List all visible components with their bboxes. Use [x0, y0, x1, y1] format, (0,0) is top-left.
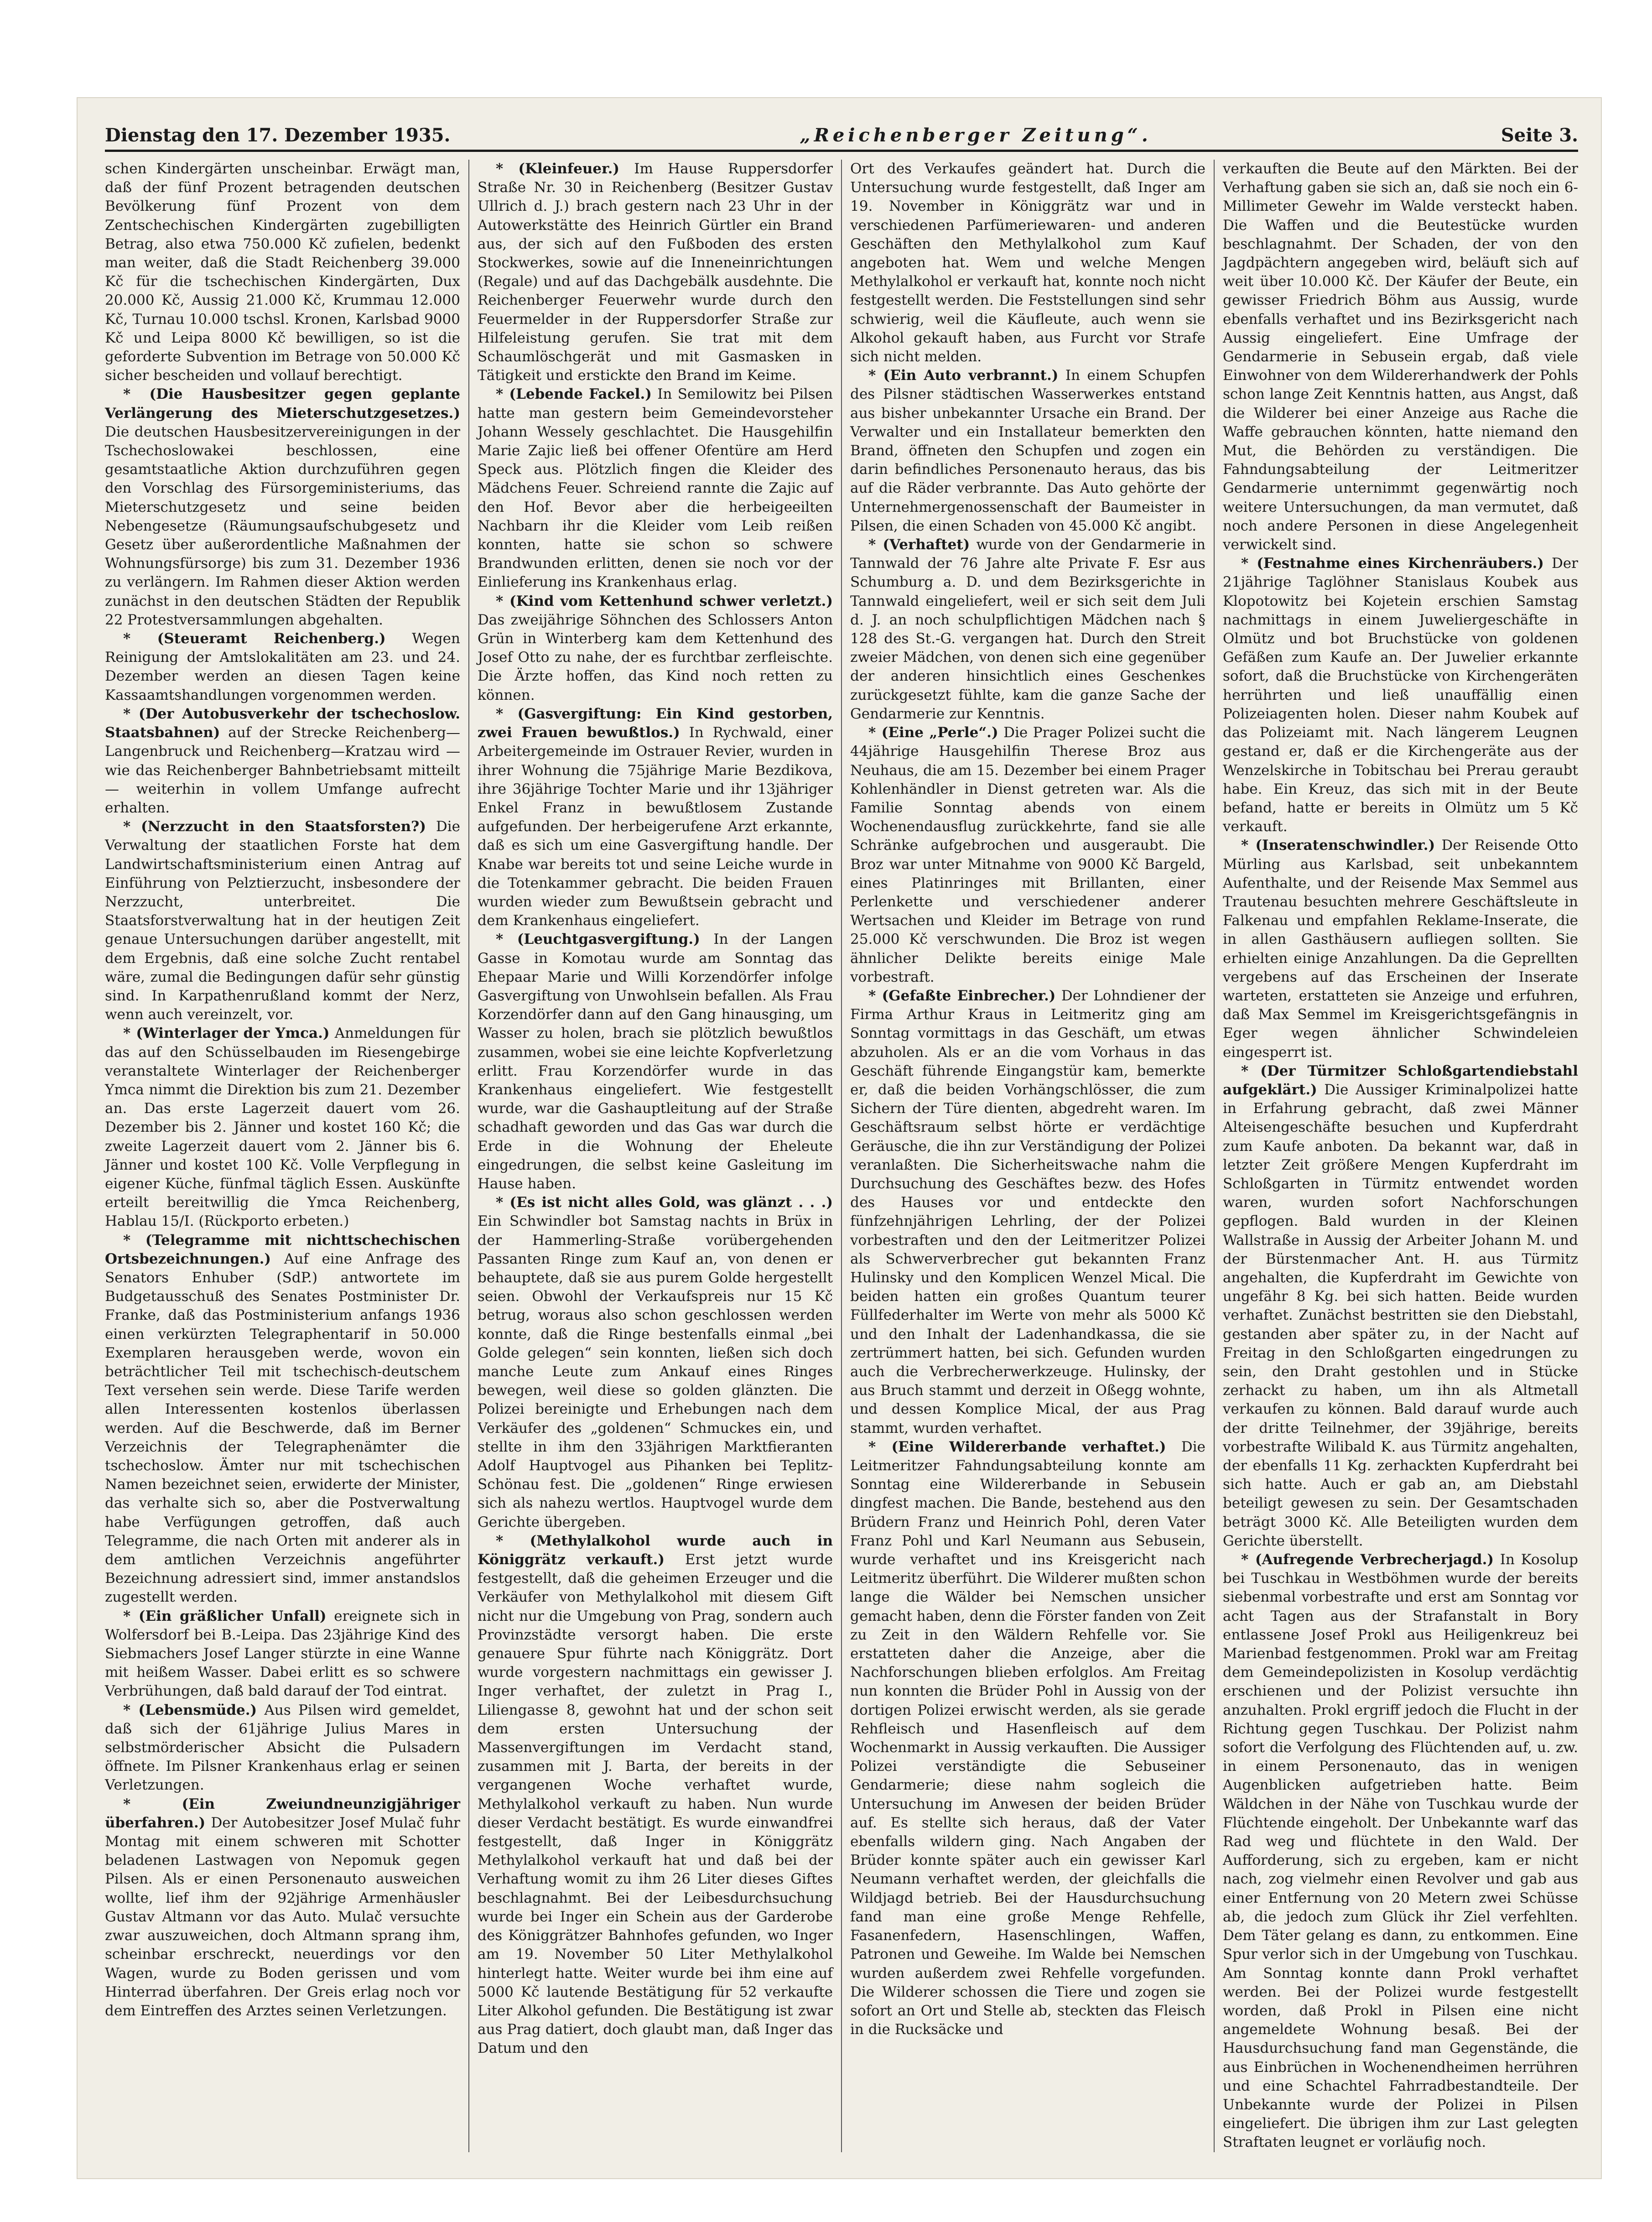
news-item [1223, 1551, 1578, 2152]
news-item [1223, 554, 1578, 836]
news-item-headline: * (Gefaßte Einbrecher.) [868, 987, 1056, 1004]
news-item-headline: * (Ein gräßlicher Unfall) [123, 1608, 327, 1624]
news-item-headline: * (Eine Wildererbande verhaftet.) [868, 1438, 1166, 1455]
news-item [1223, 836, 1578, 1062]
news-item-text: Der 21jährige Taglöhner Stanislaus Koubek aus Klopotowitz bei Kojetein erschien Samstag nachmittags in einem Juweliergeschäfte in Olmütz und bot Bruchstücke von goldenen Gefäßen zum Kaufe an. Der Juwelier erkannte sofort, daß die Bruchstücke von Kirchengeräten herrührten und ließ unauffällig einen Polizeiagenten holen. Dieser nahm Koubek auf das Polizeiamt mit. Nach längerem Leugnen gestand er, daß er die Kirchengeräte aus der Wenzelskirche in Tobitschau bei Prerau geraubt habe. Ein Kreuz, das sich mit in der Beute befand, hatte er bereits in Olmütz um 5 Kč verkauft. [1223, 555, 1578, 835]
page-number: Seite 3. [1501, 125, 1578, 146]
news-item-text: Ein Schwindler bot Samstag nachts in Brüx in der Hammerling-Straße vorübergehenden Passanten Ringe zum Kauf an, von denen er behauptete, daß sie aus purem Golde hergestellt seien. Obwohl der Verkaufspreis nur 15 Kč betrug, woraus also schon geschlossen werden konnte, daß die Ringe bestenfalls einmal „bei Golde gelegen“ sein konnten, ließen sich doch manche Leute zum Ankauf eines Ringes bewegen, weil diese so golden glänzten. Die Polizei bereinigte und Erhebungen nach dem Verkäufer des „goldenen“ Schmuckes ein, und stellte in ihm den 33jährigen Marktfieranten Adolf Hauptvogel aus Pihanken bei Teplitz-Schönau fest. Die „goldenen“ Ringe erwiesen sich als nahezu wertlos. Hauptvogel wurde dem Gerichte übergeben. [478, 1213, 833, 1530]
news-item-headline: * (Der Türmitzer Schloßgartendiebstahl aufgeklärt.) [1223, 1062, 1578, 1098]
news-item [105, 160, 460, 385]
news-item-headline: * (Steueramt Reichenberg.) [123, 630, 386, 647]
news-item [105, 1795, 460, 2020]
news-item-text: Die Leitmeritzer Fahndungsabteilung konnte am Sonntag eine Wildererbande in Sebusein dingfest machen. Die Bande, bestehend aus den Brüdern Franz und Heinrich Pohl, deren Vater Franz Pohl und Karl Neumann aus Sebusein, wurde verhaftet und ins Kreisgericht nach Leitmeritz überführt. Die Wilderer mußten schon lange die Wälder bei Nemschen unsicher gemacht haben, denn die Förster fanden von Zeit zu Zeit in den Wäldern Rehfelle vor. Sie erstatteten daher die Anzeige, aber die Nachforschungen blieben erfolglos. Am Freitag nun konnten die Brüder Pohl in Aussig von der dortigen Polizei erwischt werden, als sie gerade Rehfleisch und Hasenfleisch auf dem Wochenmarkt in Aussig verkauften. Die Aussiger Polizei verständigte die Sebuseiner Gendarmerie; diese nahm sogleich die Untersuchung im Anwesen der beiden Brüder auf. Es stellte sich heraus, daß der Vater ebenfalls wildern ging. Nach Angaben der Brüder konnte später auch ein gewisser Karl Neumann verhaftet werden, der gleichfalls die Wildjagd betrieb. Bei der Hausdurchsuchung fand man eine große Menge Rehfelle, Fasanenfedern, Hasenschlingen, Waffen, Patronen und Geweihe. Im Walde bei Nemschen wurden außerdem zwei Rehfelle vorgefunden. Die Wilderer schossen die Tiere und zogen sie sofort an Ort und Stelle ab, steckten das Fleisch in die Rucksäcke und [850, 1438, 1205, 2038]
news-item [105, 1231, 460, 1607]
news-item-headline: * (Inseratenschwindler.) [1241, 837, 1435, 854]
news-item-text: Der Lohndiener der Firma Arthur Kraus in Leitmeritz ging am Sonntag vormittags in das Geschäft, um etwas abzuholen. Als er an die vom Vorhaus in das Geschäft führende Eingangstür kam, bemerkte er, daß die beiden Vorhängschlösser, die zum Sichern der Türe dienten, abgedreht waren. Im Geschäftsraum selbst hörte er verdächtige Geräusche, die ihn zur Verständigung der Polizei veranlaßten. Die Sicherheitswache nahm die Durchsuchung des Geschäftes bezw. des Hofes des Hauses vor und entdeckte den fünfzehnjährigen Lehrling, der der Polizei vorbestraften und den der Leitmeritzer Polizei als Schwerverbrecher gut bekannten Franz Hulinsky und den Komplicen Wenzel Mical. Die beiden hatten ein großes Quantum teurer Füllfederhalter im Werte von mehr als 5000 Kč und den Inhalt der Ladenhandkassa, die sie zertrümmert hatten, bei sich. Gefunden wurden auch die Verbrecherwerkzeuge. Hulinsky, der aus Bruch stammt und derzeit in Oßegg wohnte, und dessen Komplice Mical, der aus Prag stammt, wurden verhaftet. [850, 987, 1206, 1436]
news-item-text: In einem Schupfen des Pilsner städtischen Wasserwerkes entstand aus bisher unbekannter Ursache ein Brand. Der Verwalter und ein Installateur bemerkten den Brand, öffneten den Schupfen und zogen ein darin befindliches Personenauto heraus, das bis auf die Räder verbrannte. Das Auto gehörte der Unternehmergenossenschaft der Baumeister in Pilsen, die einen Schaden von 45.000 Kč angibt. [850, 367, 1205, 534]
news-item [1223, 1062, 1578, 1551]
news-item-headline: * (Aufregende Verbrecherjagd.) [1241, 1551, 1494, 1568]
news-item [478, 385, 833, 592]
news-item [850, 160, 1205, 366]
news-item [105, 817, 460, 1024]
news-item [850, 987, 1205, 1438]
news-item-text: In Kosolup bei Tuschkau in Westböhmen wurde der bereits siebenmal vorbestrafte und erst am Sonntag vor acht Tagen aus der Strafanstalt in Bory entlassene Josef Prokl aus Heiligenkreuz bei Marienbad festgenommen. Prokl war am Freitag dem Gemeindepolizisten in Kosolup verdächtig erschienen und der Polizist versuchte ihn anzuhalten. Prokl ergriff jedoch die Flucht in der Richtung gegen Tuschkau. Der Polizist nahm sofort die Verfolgung des Flüchtenden auf, u. zw. in einem Personenauto, das in wenigen Augenblicken aufgetrieben hatte. Beim Wäldchen in der Nähe von Tuschkau wurde der Flüchtende eingeholt. Der Unbekannte warf das Rad weg und flüchtete in den Wald. Der Aufforderung, sich zu ergeben, kam er nicht nach, zog vielmehr einen Revolver und gab aus einer Entfernung von 20 Metern zwei Schüsse ab, die jedoch zum Glück ihr Ziel verfehlten. Dem Täter gelang es dann, zu entkommen. Eine Spur verlor sich in der Umgebung von Tuschkau. Am Sonntag konnte dann Prokl verhaftet werden. Bei der Polizei wurde festgestellt worden, daß Prokl in Pilsen eine nicht angemeldete Wohnung besaß. Bei der Hausdurchsuchung fand man Gegenstände, die aus Einbrüchen in Wochenendheimen herrühren und eine Schachtel Fahrradbestandteile. Der Unbekannte wurde der Polizei in Pilsen eingeliefert. Die übrigen ihm zur Last gelegten Straftaten leugnet er vorläufig noch. [1223, 1551, 1578, 2151]
news-item-headline: * (Die Hausbesitzer gegen geplante Verlängerung des Mieterschutzgesetzes.) [105, 386, 460, 422]
news-item-text: Anmeldungen für das auf den Schüsselbauden im Riesengebirge veranstaltete Winterlager der Reichenberger Ymca nimmt die Direktion bis zum 21. Dezember an. Das erste Lagerzeit dauert vom 26. Dezember bis 2. Jänner und kostet 160 Kč; die zweite Lagerzeit dauert vom 2. Jänner bis 6. Jänner und kostet 100 Kč. Volle Verpflegung in eigener Küche, fünfmal täglich Essen. Auskünfte erteilt bereitwillig die Ymca Reichenberg, Hablau 15/I. (Rückporto erbeten.) [105, 1025, 460, 1230]
news-item-text: Der Reisende Otto Mürling aus Karlsbad, seit unbekanntem Aufenthalte, und der Reisende Max Semmel aus Trautenau besuchten mehrere Geschäftsleute in Falkenau und empfahlen Reklame-Inserate, die in allen Gasthäusern aufliegen sollten. Sie erhielten einige Anzahlungen. Da die Geprellten vergebens auf das Erscheinen der Inserate warteten, erstatteten sie Anzeige und erfuhren, daß Max Semmel im Kreisgerichtsgefängnis in Eger wegen ähnlicher Schwindeleien eingesperrt ist. [1223, 837, 1578, 1061]
news-item-text: schen Kindergärten unscheinbar. Erwägt man, daß der fünf Prozent betragenden deutschen Bevölkerung fünf Prozent von dem Zentschechischen Kindergärten zugebilligten Betrag, also etwa 750.000 Kč zufielen, bedenkt man weiter, daß die Stadt Reichenberg 39.000 Kč für die tschechischen Kindergärten, Dux 20.000 Kč, Aussig 21.000 Kč, Krummau 12.000 Kč, Turnau 10.000 tschsl. Kronen, Karlsbad 9000 Kč und Leipa 8000 Kč bewilligen, so ist die geforderte Subvention im Betrage von 50.000 Kč sicher bescheiden und vollauf berechtigt. [105, 161, 460, 384]
news-item [105, 385, 460, 630]
news-item-headline: * (Kleinfeuer.) [496, 161, 620, 177]
news-item-text: Ort des Verkaufes geändert hat. Durch die Untersuchung wurde festgestellt, daß Inger am 19. November in Königgrätz war und in verschiedenen Parfümeriewaren- und anderen Geschäften den Methylalkohol zum Kauf angeboten hat. Wem und welche Mengen Methylalkohol er verkauft hat, konnte noch nicht festgestellt werden. Die Feststellungen sind sehr schwierig, weil die Käufleute, auch wenn sie Alkohol gekauft haben, aus Furcht vor Strafe sich nicht melden. [850, 161, 1205, 365]
news-item-text: wurde von der Gendarmerie in Tannwald der 76 Jahre alte Private F. Esr aus Schumburg a. D. und dem Bezirksgerichte in Tannwald eingeliefert, weil er sich seit dem Juli d. J. an noch schulpflichtigen Mädchen nach § 128 des St.-G. vergangen hat. Durch den Streit zweier Mädchen, von denen sich eine gegenüber der anderen hinsichtlich eines Geschenkes zurückgesetzt fühlte, kam die ganze Sache der Gendarmerie zur Kenntnis. [850, 536, 1205, 722]
news-item [478, 705, 833, 930]
news-item-text: Die Verwaltung der staatlichen Forste hat dem Landwirtschaftsministerium einen Antrag auf Einführung von Pelztierzucht, insbesondere der Nerzzucht, unterbreitet. Die Staatsforstverwaltung hat in der heutigen Zeit genaue Untersuchungen darüber angestellt, mit dem Ergebnis, daß eine solche Zucht rentabel wäre, zumal die Bedingungen dafür sehr günstig sind. In Karpathenrußland kommt der Nerz, wenn auch vereinzelt, vor. [105, 818, 460, 1023]
news-item [478, 160, 833, 385]
news-item-text: ereignete sich in Wolfersdorf bei B.-Leipa. Das 23jährige Kind des Siebmachers Josef Langer stürzte in eine Wanne mit heißem Wasser. Dabei erlitt es so schwere Verbrühungen, daß bald darauf der Tod eintrat. [105, 1608, 460, 1700]
news-item-text: auf der Strecke Reichenberg—Langenbruck und Reichenberg—Kratzau wird — wie das Reichenberger Bahnbetriebsamt mitteilt — weiterhin in vollem Umfange aufrecht erhalten. [105, 724, 461, 816]
news-item-headline: * (Telegramme mit nichttschechischen Ortsbezeichnungen.) [105, 1232, 460, 1267]
news-item-text: Aus Pilsen wird gemeldet, daß sich der 61jährige Julius Mares in selbstmörderischer Absicht die Pulsadern öffnete. Im Pilsner Krankenhaus erlag er seinen Verletzungen. [105, 1702, 460, 1794]
news-item-text: Die deutschen Hausbesitzervereinigungen in der Tschechoslowakei beschlossen, eine gesamtstaatliche Aktion durchzuführen gegen den Vorschlag des Fürsorgeministeriums, das Mieterschutzgesetz und seine beiden Nebengesetze (Räumungsaufschubgesetz und Gesetz über außerordentliche Maßnahmen der Wohnungsfürsorge) bis zum 31. Dezember 1936 zu verlängern. Im Rahmen dieser Aktion werden zunächst in den deutschen Städten der Republik 22 Protestversammlungen abgehalten. [105, 423, 460, 628]
news-item-text: In Rychwald, einer Arbeitergemeinde im Ostrauer Revier, wurden in ihrer Wohnung die 75jährige Marie Bezdikova, ihre 36jährige Tochter Marie und ihr 13jähriger Enkel Franz in bewußtlosem Zustande aufgefunden. Der herbeigerufene Arzt erkannte, daß es sich um eine Gasvergiftung handle. Der Knabe war bereits tot und seine Leiche wurde in die Totenkammer gebracht. Die beiden Frauen wurden wieder zum Bewußtsein gebracht und dem Krankenhaus eingeliefert. [478, 724, 833, 929]
news-item-headline: * (Gasvergiftung: Ein Kind gestorben, zwei Frauen bewußtlos.) [478, 705, 833, 741]
news-item-text: Das zweijährige Söhnchen des Schlossers Anton Grün in Winterberg kam dem Kettenhund des Josef Otto zu nahe, der es furchtbar zerfleischte. Die Ärzte hoffen, das Kind noch retten zu können. [478, 611, 833, 703]
news-item [105, 1701, 460, 1795]
news-item-text: verkauften die Beute auf den Märkten. Bei der Verhaftung gaben sie sich an, daß sie noch ein 6-Millimeter Gewehr im Walde versteckt haben. Die Waffen und die Beutestücke wurden beschlagnahmt. Der Schaden, der von den Jagdpächtern angegeben wird, beläuft sich auf weit über 10.000 Kč. Der Käufer der Beute, ein gewisser Friedrich Böhm aus Aussig, wurde ebenfalls verhaftet und ins Bezirksgericht nach Aussig eingeliefert. Eine Umfrage der Gendarmerie in Sebusein ergab, daß viele Einwohner von dem Wildererhandwerk der Pohls schon lange Zeit Kenntnis hatten, aus Angst, daß die Wilderer bei einer Anzeige aus Rache die Waffe gebrauchen könnten, hatte niemand den Mut, die Behörden zu verständigen. Die Fahndungsabteilung der Leitmeritzer Gendarmerie unternimmt gegenwärtig noch weitere Untersuchungen, da man vermutet, daß noch andere Personen in diese Angelegenheit verwickelt sind. [1223, 161, 1578, 553]
news-item [478, 592, 833, 705]
page-header [105, 109, 1578, 146]
news-item [850, 536, 1205, 723]
news-item [105, 630, 460, 705]
news-item-text: Erst jetzt wurde festgestellt, daß die geheimen Erzeuger und die Verkäufer von Methylalkohol mit diesem Gift nicht nur die Umgebung von Prag, sondern auch Provinzstädte versorgt haben. Die erste genauere Spur führte nach Königgrätz. Dort wurde vorgestern nachmittags ein gewisser J. Inger verhaftet, der zuletzt in Prag I., Liliengasse 8, gewohnt hat und der schon seit dem ersten Untersuchung der Massenvergiftungen im Verdacht stand, zusammen mit J. Barta, der bereits in der vergangenen Woche verhaftet wurde, Methylalkohol verkauft zu haben. Nun wurde dieser Verdacht bestätigt. Es wurde einwandfrei festgestellt, daß Inger in Königgrätz Methylalkohol verkauft hat und daß bei der Verhaftung womit zu ihm 26 Liter dieses Giftes beschlagnahmt. Bei der Leibesdurchsuchung wurde bei Inger ein Schein aus der Garderobe des Königgrätzer Bahnhofes gefunden, wo Inger am 19. November 50 Liter Methylalkohol hinterlegt hatte. Weiter wurde bei ihm eine auf 5000 Kč lautende Bestätigung für 52 verkaufte Liter Alkohol gefunden. Die Bestätigung ist zwar aus Prag datiert, doch glaubt man, daß Inger das Datum und den [478, 1551, 833, 2057]
column-1 [105, 160, 460, 2152]
news-item [478, 1532, 833, 2058]
news-item-headline: * (Nerzzucht in den Staatsforsten?) [123, 818, 426, 835]
news-item-text: Die Aussiger Kriminalpolizei hatte in Erfahrung gebracht, daß zwei Männer Alteisengeschäfte besuchen und Kupferdraht zum Kaufe anboten. Da bekannt war, daß in letzter Zeit größere Mengen Kupferdraht im Schloßgarten in Türmitz entwendet worden waren, wurden sofort Nachforschungen gepflogen. Bald wurden in der Kleinen Wallstraße in Aussig der Arbeiter Johann M. und der Bürstenmacher Ant. H. aus Türmitz angehalten, die Kupferdraht im Gewichte von ungefähr 8 Kg. bei sich hatten. Beide wurden verhaftet. Zunächst bestritten sie den Diebstahl, gestanden aber später zu, in der Nacht auf Freitag in den Schloßgarten eingedrungen zu sein, den Draht gestohlen und in Stücke zerhackt zu haben, um ihn als Altmetall verkaufen zu können. Bald darauf wurde auch der dritte Teilnehmer, der 39jährige, bereits vorbestrafte Wilibald K. aus Türmitz angehalten, der ebenfalls 11 Kg. zerhackten Kupferdraht bei sich hatte. Auch er gab an, am Diebstahl beteiligt gewesen zu sein. Der Gesamtschaden beträgt 3000 Kč. Alle Beteiligten wurden dem Gerichte überstellt. [1223, 1081, 1578, 1549]
header-rule [105, 150, 1578, 152]
news-item-headline: * (Methylalkohol wurde auch in Königgrätz verkauft.) [478, 1532, 833, 1568]
news-item [850, 366, 1205, 536]
news-item [105, 1607, 460, 1701]
news-item-headline: * (Es ist nicht alles Gold, was glänzt . . .) [496, 1194, 833, 1211]
news-item-headline: * (Verhaftet) [868, 536, 970, 553]
news-item [478, 930, 833, 1193]
news-item-headline: * (Der Autobusverkehr der tschechoslow. Staatsbahnen) [105, 705, 460, 741]
news-item-headline: * (Ein Zweiundneunzigjähriger überfahren.) [105, 1795, 460, 1831]
news-item [850, 1438, 1205, 2040]
column-3 [850, 160, 1205, 2152]
news-item-headline: * (Lebensmüde.) [123, 1702, 257, 1718]
news-item-text: Auf eine Anfrage des Senators Enhuber (SdP.) antwortete im Budgetausschuß des Senates Postminister Dr. Franke, daß das Postministerium anfangs 1936 einen verkürzten Telegraphentarif in 50.000 Exemplaren herausgeben werde, wovon ein beträchtlicher Teil mit tschechisch-deutschem Text versehen sein werde. Diese Tarife werden allen Interessenten kostenlos überlassen werden. Auf die Beschwerde, daß im Berner Verzeichnis der Telegraphenämter die tschechoslow. Ämter nur mit tschechischen Namen bezeichnet seien, erwiderte der Minister, das verhalte sich so, aber die Postverwaltung habe Verfügungen getroffen, daß auch Telegramme, die nach Orten mit anderer als in dem amtlichen Verzeichnis angeführter Bezeichnung adressiert sind, immer anstandslos zugestellt werden. [105, 1250, 461, 1606]
news-item [850, 723, 1205, 987]
article-columns [105, 160, 1578, 2151]
news-item-text: In der Langen Gasse in Komotau wurde am Sonntag das Ehepaar Marie und Willi Korzendörfer infolge Gasvergiftung von Unwohlsein befallen. Als Frau Korzendörfer dann auf den Gang hinausging, um Wasser zu holen, brach sie plötzlich bewußtlos zusammen, wobei sie eine leichte Kopfverletzung erlitt. Frau Korzendörfer wurde in das Krankenhaus eingeliefert. Wie festgestellt wurde, war die Gashauptleitung auf der Straße schadhaft geworden und das Gas war durch die Erde in die Wohnung der Eheleute eingedrungen, die selbst keine Gasleitung im Hause haben. [478, 931, 833, 1192]
issue-date: Dienstag den 17. Dezember 1935. [105, 125, 451, 146]
news-item [105, 1024, 460, 1231]
news-item [105, 705, 460, 817]
news-item-text: In Semilowitz bei Pilsen hatte man gestern beim Gemeindevorsteher Johann Wessely geschlachtet. Die Hausgehilfin Marie Zajic ließ bei offener Ofentüre am Herd Speck aus. Plötzlich fingen die Kleider des Mädchens Feuer. Schreiend rannte die Zajic auf den Hof. Bevor aber die herbeigeeilten Nachbarn ihr die Kleider vom Leib reißen konnten, hatte sie schon so schwere Brandwunden erlitten, denen sie noch vor der Einlieferung ins Krankenhaus erlag. [478, 386, 833, 591]
news-item-headline: * (Festnahme eines Kirchenräubers.) [1241, 555, 1544, 572]
column-2 [478, 160, 833, 2152]
news-item [478, 1193, 833, 1532]
news-item [1223, 160, 1578, 554]
news-item-text: Die Prager Polizei sucht die 44jährige Hausgehilfin Therese Broz aus Neuhaus, die am 15. Dezember bei einem Prager Kohlenhändler in Dienst getreten war. Als die Familie Sonntag abends von einem Wochenendausflug zurückkehrte, fand sie alle Schränke aufgebrochen und ausgeraubt. Die Broz war unter Mitnahme von 9000 Kč Bargeld, eines Platinringes mit Brillanten, einer Perlenkette und verschiedener anderer Wertsachen und Kleider im Betrage von rund 25.000 Kč verschwunden. Die Broz ist wegen ähnlicher Delikte bereits einige Male vorbestraft. [850, 724, 1205, 985]
news-item-text: Wegen Reinigung der Amtslokalitäten am 23. und 24. Dezember werden an diesen Tagen keine Kassaamtshandlungen vorgenommen werden. [105, 630, 460, 703]
news-item-headline: * (Kind vom Kettenhund schwer verletzt.) [496, 593, 833, 609]
news-item-headline: * (Winterlager der Ymca.) [123, 1025, 330, 1042]
news-item-headline: * (Ein Auto verbrannt.) [868, 367, 1059, 384]
news-item-text: Im Hause Ruppersdorfer Straße Nr. 30 in Reichenberg (Besitzer Gustav Ullrich d. J.) brach gestern nach 23 Uhr in der Autowerkstätte des Heinrich Gürtler ein Brand aus, der sich auf den Fußboden des ersten Stockwerkes, sowie auf die Inneneinrichtungen (Regale) und auf das Dachgebälk ausdehnte. Die Reichenberger Feuerwehr wurde durch den Feuermelder in der Ruppersdorfer Straße zur Hilfeleistung gerufen. Sie trat mit dem Schaumlöschgerät und mit Gasmasken in Tätigkeit und erstickte den Brand im Keime. [478, 161, 833, 384]
newspaper-title: „Reichenberger Zeitung“. [800, 125, 1152, 146]
news-item-headline: * (Eine „Perle“.) [868, 724, 998, 741]
column-4 [1223, 160, 1578, 2152]
news-item-headline: * (Leuchtgasvergiftung.) [496, 931, 700, 948]
news-item-text: Der Autobesitzer Josef Mulač fuhr Montag mit einem schweren mit Schotter beladenen Lastwagen von Nepomuk gegen Pilsen. Als er einen Personenauto ausweichen wollte, lief ihm der 92jährige Armenhäusler Gustav Altmann vor das Auto. Mulač versuchte zwar auszuweichen, doch Altmann sprang ihm, scheinbar erschreckt, neuerdings vor den Wagen, wurde zu Boden gerissen und vom Hinterrad überfahren. Der Greis erlag noch vor dem Eintreffen des Arztes seinen Verletzungen. [105, 1814, 460, 2019]
news-item-headline: * (Lebende Fackel.) [496, 386, 652, 403]
